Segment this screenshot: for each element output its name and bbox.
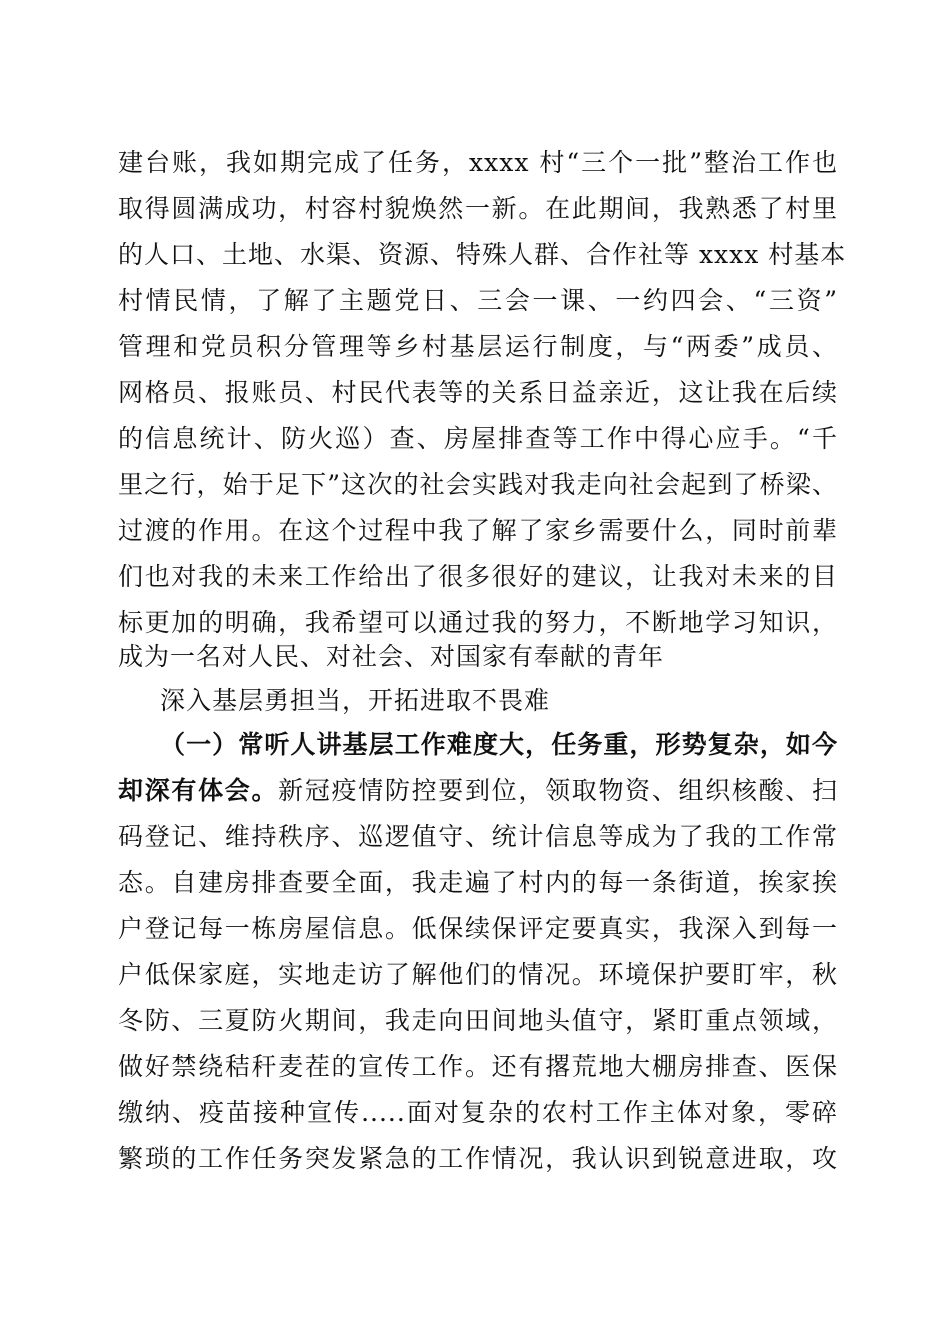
section-title: （一）常听人讲基层工作难度大，任务重，形势复杂，如今 (160, 730, 838, 759)
paragraph-line: 冬防、三夏防火期间，我走向田间地头值守，紧盯重点领域， (118, 1006, 838, 1035)
paragraph-line: 的信息统计、防火巡）查、房屋排查等工作中得心应手。“千 (118, 424, 838, 453)
paragraph-line: 里之行，始于足下”这次的社会实践对我走向社会起到了桥梁、 (118, 470, 838, 499)
paragraph-line: 网格员、报账员、村民代表等的关系日益亲近，这让我在后续 (118, 378, 838, 407)
paragraph-line: 繁琐的工作任务突发紧急的工作情况，我认识到锐意进取，攻 (118, 1144, 838, 1173)
paragraph-line: 建台账，我如期完成了任务，xxxx 村“三个一批”整治工作也 (118, 148, 838, 177)
paragraph-line: 标更加的明确，我希望可以通过我的努力，不断地学习知识， (118, 608, 838, 637)
paragraph-line (118, 776, 838, 806)
paragraph-line: 户登记每一栋房屋信息。低保续保评定要真实，我深入到每一 (118, 914, 838, 943)
paragraph-line: 缴纳、疫苗接种宣传.....面对复杂的农村工作主体对象，零碎 (118, 1098, 838, 1127)
paragraph-line: 户低保家庭，实地走访了解他们的情况。环境保护要盯牢，秋 (118, 960, 838, 989)
paragraph-line: 码登记、维持秩序、巡逻值守、统计信息等成为了我的工作常 (118, 822, 838, 851)
paragraph-line: 管理和党员积分管理等乡村基层运行制度，与“两委”成员、 (118, 332, 838, 361)
paragraph-line: 过渡的作用。在这个过程中我了解了家乡需要什么，同时前辈 (118, 516, 838, 545)
paragraph-line: 们也对我的未来工作给出了很多很好的建议，让我对未来的目 (118, 562, 838, 591)
paragraph-line: 取得圆满成功，村容村貌焕然一新。在此期间，我熟悉了村里 (118, 194, 838, 223)
paragraph-line: 村情民情，了解了主题党日、三会一课、一约四会、“三资” (118, 286, 838, 315)
paragraph-line: 态。自建房排查要全面，我走遍了村内的每一条街道，挨家挨 (118, 868, 838, 897)
paragraph-line: 的人口、土地、水渠、资源、特殊人群、合作社等 xxxx 村基本 (118, 240, 847, 269)
paragraph-line: 做好禁绕秸秆麦茬的宣传工作。还有撂荒地大棚房排查、医保 (118, 1052, 838, 1081)
body-text: 新冠疫情防控要到位，领取物资、组织核酸、扫 (278, 776, 838, 805)
paragraph-line: 成为一名对人民、对社会、对国家有奉献的青年 (118, 642, 665, 671)
bold-text: 却深有体会。 (118, 776, 279, 805)
section-heading: 深入基层勇担当，开拓进取不畏难 (160, 686, 551, 715)
